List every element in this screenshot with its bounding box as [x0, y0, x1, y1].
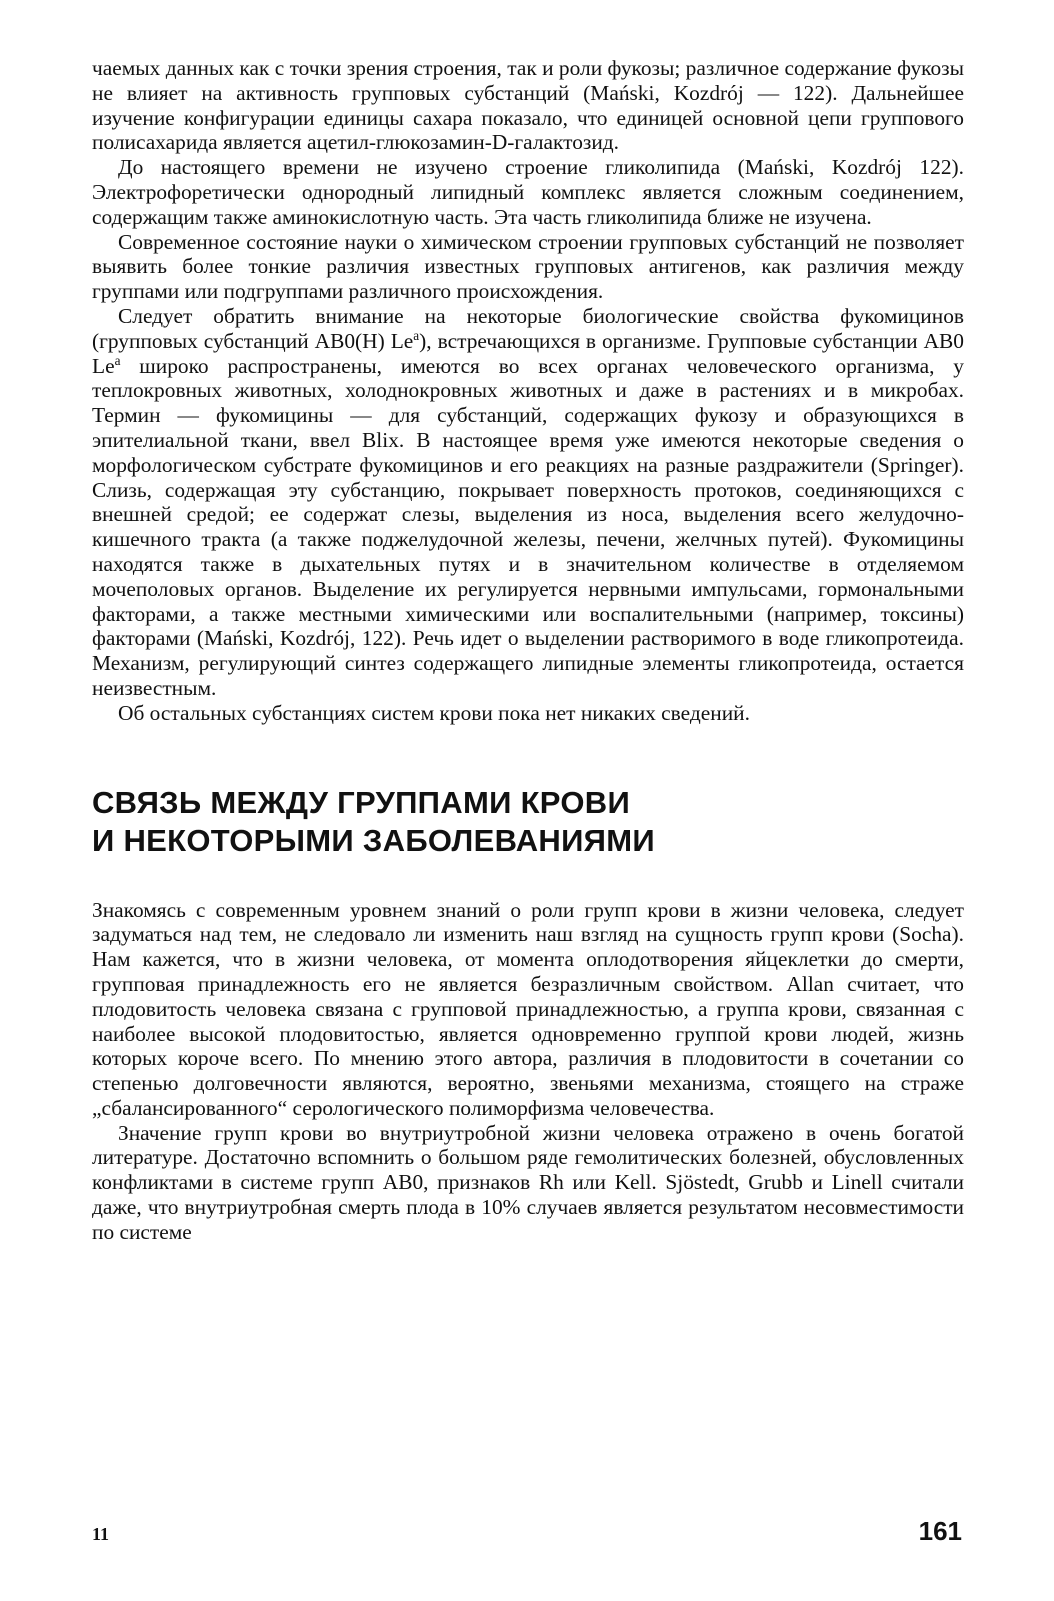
superscript-a-1: a: [413, 327, 420, 343]
paragraph-4-part-3: широко распространены, имеются во всех органах человеческого организма, у теплокровных животных, холоднокровных животных и даже в растениях и в микробах. Термин — фукомицины — для субстанций, содержащих фукозу и образующихся в эпителиальной ткани, ввел Blix. В настоящее время уже имеются некоторые сведения о морфологическом субстрате фукомицинов и его реакциях на разные раздражители (Springer). Слизь, содержащая эту субстанцию, покрывает поверхность протоков, соединяющихся с внешней средой; ее содержат слезы, выделения из носа, выделения всего желудочно-кишечного тракта (а также поджелудочной железы, печени, желчных путей). Фукомицины находятся также в дыхательных путях и в значительном количестве в отделяемом мочеполовых органов. Выделение их регулируется нервными импульсами, гормональными факторами, а также местными химическими или воспалительными (например, токсины) факторами (Mański, Kozdrój, 122). Речь идет о выделении растворимого в воде гликопротеида. Механизм, регулирующий синтез содержащего липидные элементы гликопротеида, остается неизвестным.: [92, 353, 964, 700]
body-text: [92, 56, 964, 726]
section-paragraph-1: Знакомясь с современным уровнем знаний о роли групп крови в жизни человека, следует задуматься над тем, не следовало ли изменить наш взгляд на сущность групп крови (Socha). Нам кажется, что в жизни человека, от момента оплодотворения яйцеклетки до смерти, групповая принадлежность его не является безразличным свойством. Allan считает, что плодовитость человека связана с групповой принадлежностью, а группа крови, связанная с наиболее высокой плодовитостью, является одновременно группой крови людей, жизнь которых короче всего. По мнению этого автора, различия в плодовитости в сочетании со степенью долговечности являются, вероятно, звеньями механизма, стоящего на страже „сбалансированного“ серологического полиморфизма человечества.: [92, 897, 964, 1120]
paragraph-3: Современное состояние науки о химическом строении групповых субстанций не позволяет выявить более тонкие различия известных групповых антигенов, как различия между группами или подгруппами различного происхождения.: [92, 229, 964, 304]
paragraph-4-part-1: Следует обратить внимание на некоторые биологические свойства фукомицинов (групповых субстанций AB0(H) Le: [92, 303, 964, 353]
section-heading-line-1: СВЯЗЬ МЕЖДУ ГРУППАМИ КРОВИ: [92, 784, 631, 820]
superscript-a-2: a: [114, 352, 121, 368]
section-text: [92, 898, 964, 1245]
paragraph-4-part-2: ), встречающихся в организме. Групповые субстанции AB0 Le: [92, 328, 964, 378]
paragraph-2: До настоящего времени не изучено строение гликолипида (Mański, Kozdrój 122). Электрофоретически однородный липидный комплекс является сложным соединением, содержащим также аминокислотную часть. Эта часть гликолипида ближе не изучена.: [92, 155, 964, 229]
paragraph-1: чаемых данных как с точки зрения строения, так и роли фукозы; различное содержание фукозы не влияет на активность групповых субстанций (Mański, Kozdrój — 122). Дальнейшее изучение конфигурации единицы сахара показало, что единицей основной цепи группового полисахарида является ацетил-глюкозамин-D-галактозид.: [92, 56, 964, 155]
page-number: 161: [918, 1516, 962, 1546]
section-heading-line-2: И НЕКОТОРЫМИ ЗАБОЛЕВАНИЯМИ: [92, 822, 655, 858]
paragraph-5: Об остальных субстанциях систем крови пока нет никаких сведений.: [118, 700, 750, 725]
section-paragraph-2: Значение групп крови во внутриутробной жизни человека отражено в очень богатой литературе. Достаточно вспомнить о большом ряде гемолитических болезней, обусловленных конфликтами в системе групп AB0, признаков Rh или Kell. Sjöstedt, Grubb и Linell считали даже, что внутриутробная смерть плода в 10% случаев является результатом несовместимости по системе: [92, 1120, 964, 1244]
paragraph-4: [92, 304, 964, 701]
page-footer: [92, 1516, 964, 1556]
signature-mark: 11: [92, 1524, 110, 1544]
section-heading: [92, 784, 964, 860]
